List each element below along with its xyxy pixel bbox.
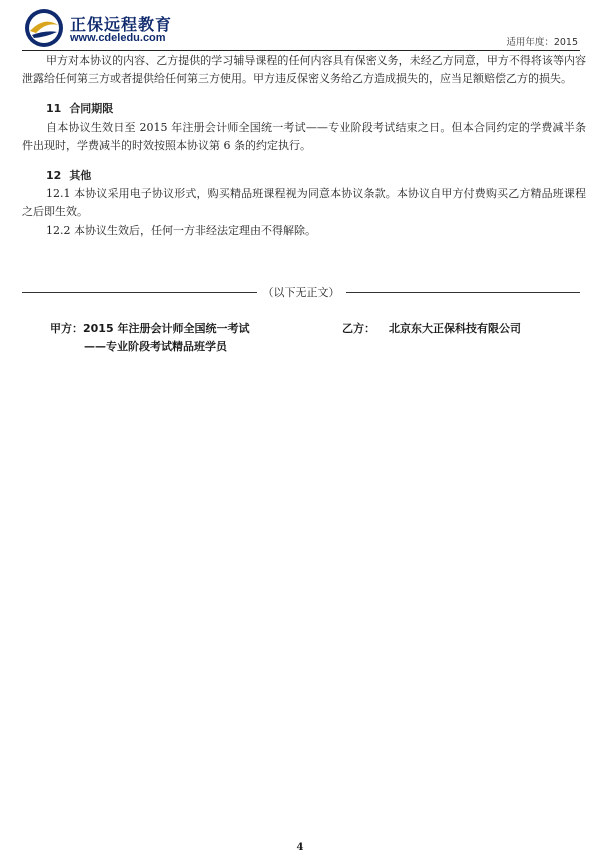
end-of-text-label: （以下无正文） (262, 286, 340, 299)
section-11-heading (22, 100, 586, 118)
clause-12-2: 12.2 本协议生效后，任何一方非经法定理由不得解除。 (46, 223, 316, 237)
divider-line-left (22, 292, 257, 293)
party-a-line2: ——专业阶段考试精品班学员 (84, 340, 227, 353)
end-of-text-divider (22, 284, 580, 300)
company-logo-icon (24, 8, 64, 48)
page-number: 4 (296, 842, 304, 853)
year-label: 适用年度：2015 (506, 37, 578, 48)
divider-line-right (346, 292, 581, 293)
party-b (342, 320, 592, 338)
section-number: 11 (46, 102, 62, 116)
confidentiality-paragraph: 甲方对本协议的内容、乙方提供的学习辅导课程的任何内容具有保密义务，未经乙方同意，甲方不得将该等内容泄露给任何第三方或者提供给任何第三方使用。甲方违反保密义务给乙方造成损失的，应当足额赔偿乙方的损失。 (22, 54, 586, 86)
party-a-line1: 2015 年注册会计师全国统一考试 (83, 322, 250, 335)
clause-12-1: 12.1 本协议采用电子协议形式，购买精品班课程视为同意本协议条款。本协议自甲方付费购买乙方精品班课程之后即生效。 (22, 187, 586, 219)
section-title: 合同期限 (69, 102, 114, 116)
document-body (22, 52, 586, 240)
party-a (50, 320, 330, 356)
party-a-label: 甲方： (50, 322, 83, 335)
section-12-heading (22, 167, 586, 185)
brand-name: 正保远程教育 (70, 15, 173, 34)
party-b-label: 乙方： (342, 322, 375, 335)
section-number: 12 (46, 169, 62, 183)
section-title: 其他 (69, 169, 92, 183)
brand-url: www.cdeledu.com (70, 32, 166, 44)
page-header (22, 6, 580, 51)
party-b-name: 北京东大正保科技有限公司 (389, 322, 521, 335)
section-11-text: 自本协议生效日至 2015 年注册会计师全国统一考试——专业阶段考试结束之日。但本合同约定的学费减半条件出现时，学费减半的时效按照本协议第 6 条的约定执行。 (22, 120, 586, 152)
